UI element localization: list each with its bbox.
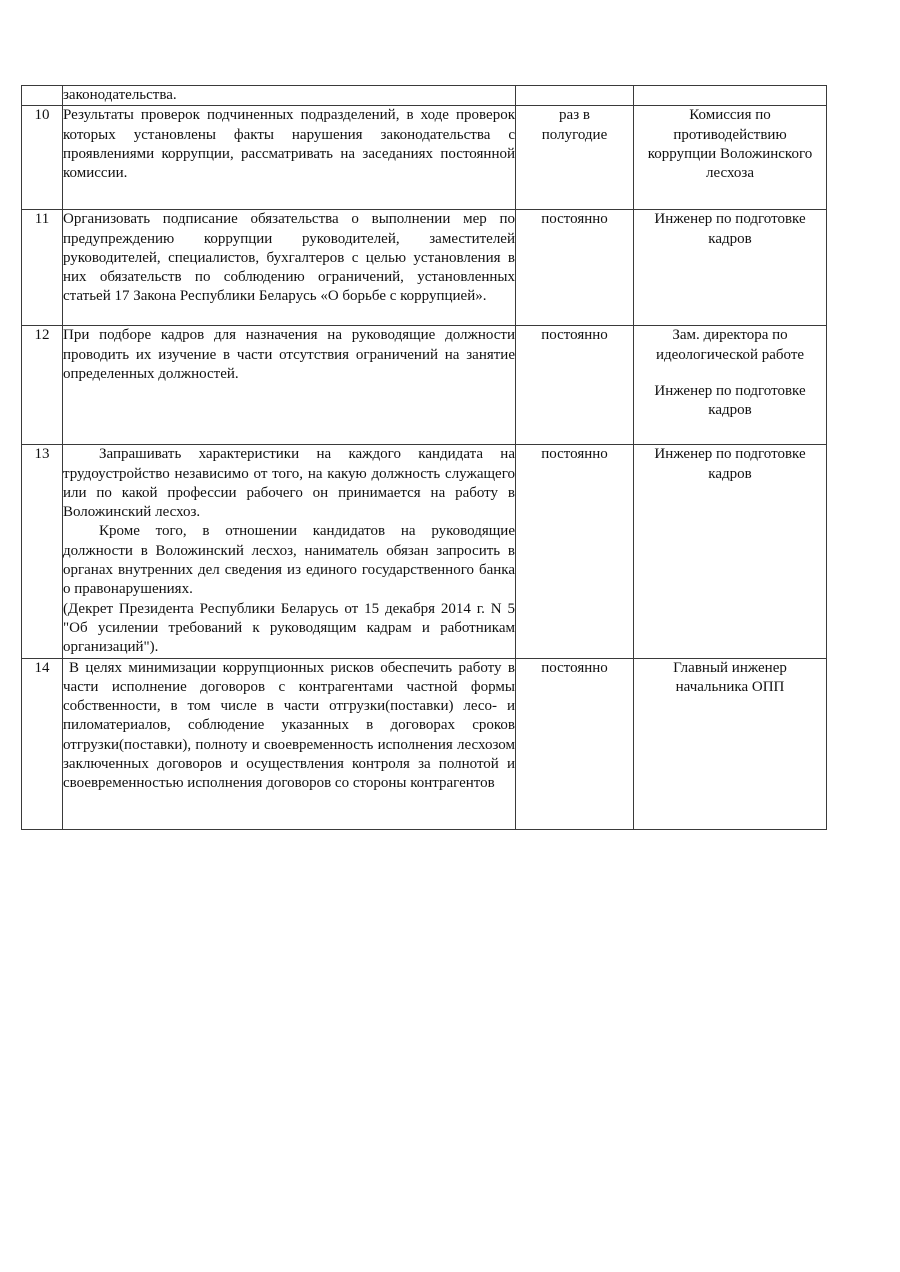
action-cell <box>63 210 516 326</box>
term-cell <box>516 86 634 106</box>
decree-reference: (Декрет Президента Республики Беларусь от 15 декабря 2014 г. N 5 "Об усилении требований к руководящим кадрам и работникам организаций"). <box>63 600 515 656</box>
action-text: В целях минимизации коррупционных рисков обеспечить работу в части исполнение договоров с контрагентами частной формы собственности, в том числе в части отгрузки(поставки) лесо- и пиломатериалов, соблюдение указанных в договорах сроков отгрузки(поставки), полноту и своевременность исполнения лесхозом заключенных договоров и осуществления контроля за полнотой и своевременностью исполнения договоров со стороны контрагентов <box>63 659 515 792</box>
term-text: раз в полугодие <box>541 107 608 143</box>
responsible-cell <box>634 106 827 210</box>
action-cell <box>63 445 516 658</box>
responsible-text: Главный инженер начальника ОПП <box>673 659 787 695</box>
measures-table <box>21 85 827 830</box>
action-text: При подборе кадров для назначения на руководящие должности проводить их изучение в части отсутствия ограничений на занятие определенных должностей. <box>63 327 515 382</box>
row-number-cell: 12 <box>22 326 63 445</box>
action-cell <box>63 106 516 210</box>
term-cell: постоянно <box>516 210 634 326</box>
row-number-cell: 10 <box>22 106 63 210</box>
action-cell <box>63 658 516 829</box>
action-text: Кроме того, в отношении кандидатов на руководящие должности в Воложинский лесхоз, наниматель обязан запросить в органах внутренних дел сведения из единого государственного банка о правонарушениях. <box>63 523 515 598</box>
row-number-cell <box>22 86 63 106</box>
table-row <box>22 445 827 658</box>
action-text: законодательства. <box>63 87 177 103</box>
action-cell <box>63 86 516 106</box>
responsible-cell <box>634 658 827 829</box>
table-row <box>22 106 827 210</box>
term-cell <box>516 106 634 210</box>
responsible-cell <box>634 86 827 106</box>
table-row <box>22 86 827 106</box>
term-cell: постоянно <box>516 658 634 829</box>
term-cell: постоянно <box>516 326 634 445</box>
responsible-text: Зам. директора по идеологической работе <box>655 327 805 363</box>
row-number-cell: 11 <box>22 210 63 326</box>
row-number-cell: 14 <box>22 658 63 829</box>
responsible-text: Инженер по подготовке кадров <box>654 211 806 247</box>
table-row <box>22 210 827 326</box>
responsible-cell <box>634 210 827 326</box>
responsible-text: Инженер по подготовке кадров <box>654 382 806 419</box>
action-text: Запрашивать характеристики на каждого кандидата на трудоустройство независимо от того, на какую должность служащего или по какой профессии рабочего он принимается на работу в Воложинский лесхоз. <box>63 446 515 521</box>
responsible-text: Комиссия по противодействию коррупции Воложинского лесхоза <box>647 107 813 182</box>
responsible-text: Инженер по подготовке кадров <box>654 446 806 482</box>
action-cell <box>63 326 516 445</box>
table-row <box>22 326 827 445</box>
table-row <box>22 658 827 829</box>
row-number-cell: 13 <box>22 445 63 658</box>
responsible-cell <box>634 445 827 658</box>
action-text: Организовать подписание обязательства о выполнении мер по предупреждению коррупции руководителей, заместителей руководителей, специалистов, бухгалтеров с целью установления в них обязательств по соблюдению ограничений, установленных статьей 17 Закона Республики Беларусь «О борьбе с коррупцией». <box>63 211 515 305</box>
term-cell: постоянно <box>516 445 634 658</box>
action-text: Результаты проверок подчиненных подразделений, в ходе проверок которых установлены факты нарушения законодательства с проявлениями коррупции, рассматривать на заседаниях постоянной комиссии. <box>63 107 515 182</box>
responsible-cell <box>634 326 827 445</box>
